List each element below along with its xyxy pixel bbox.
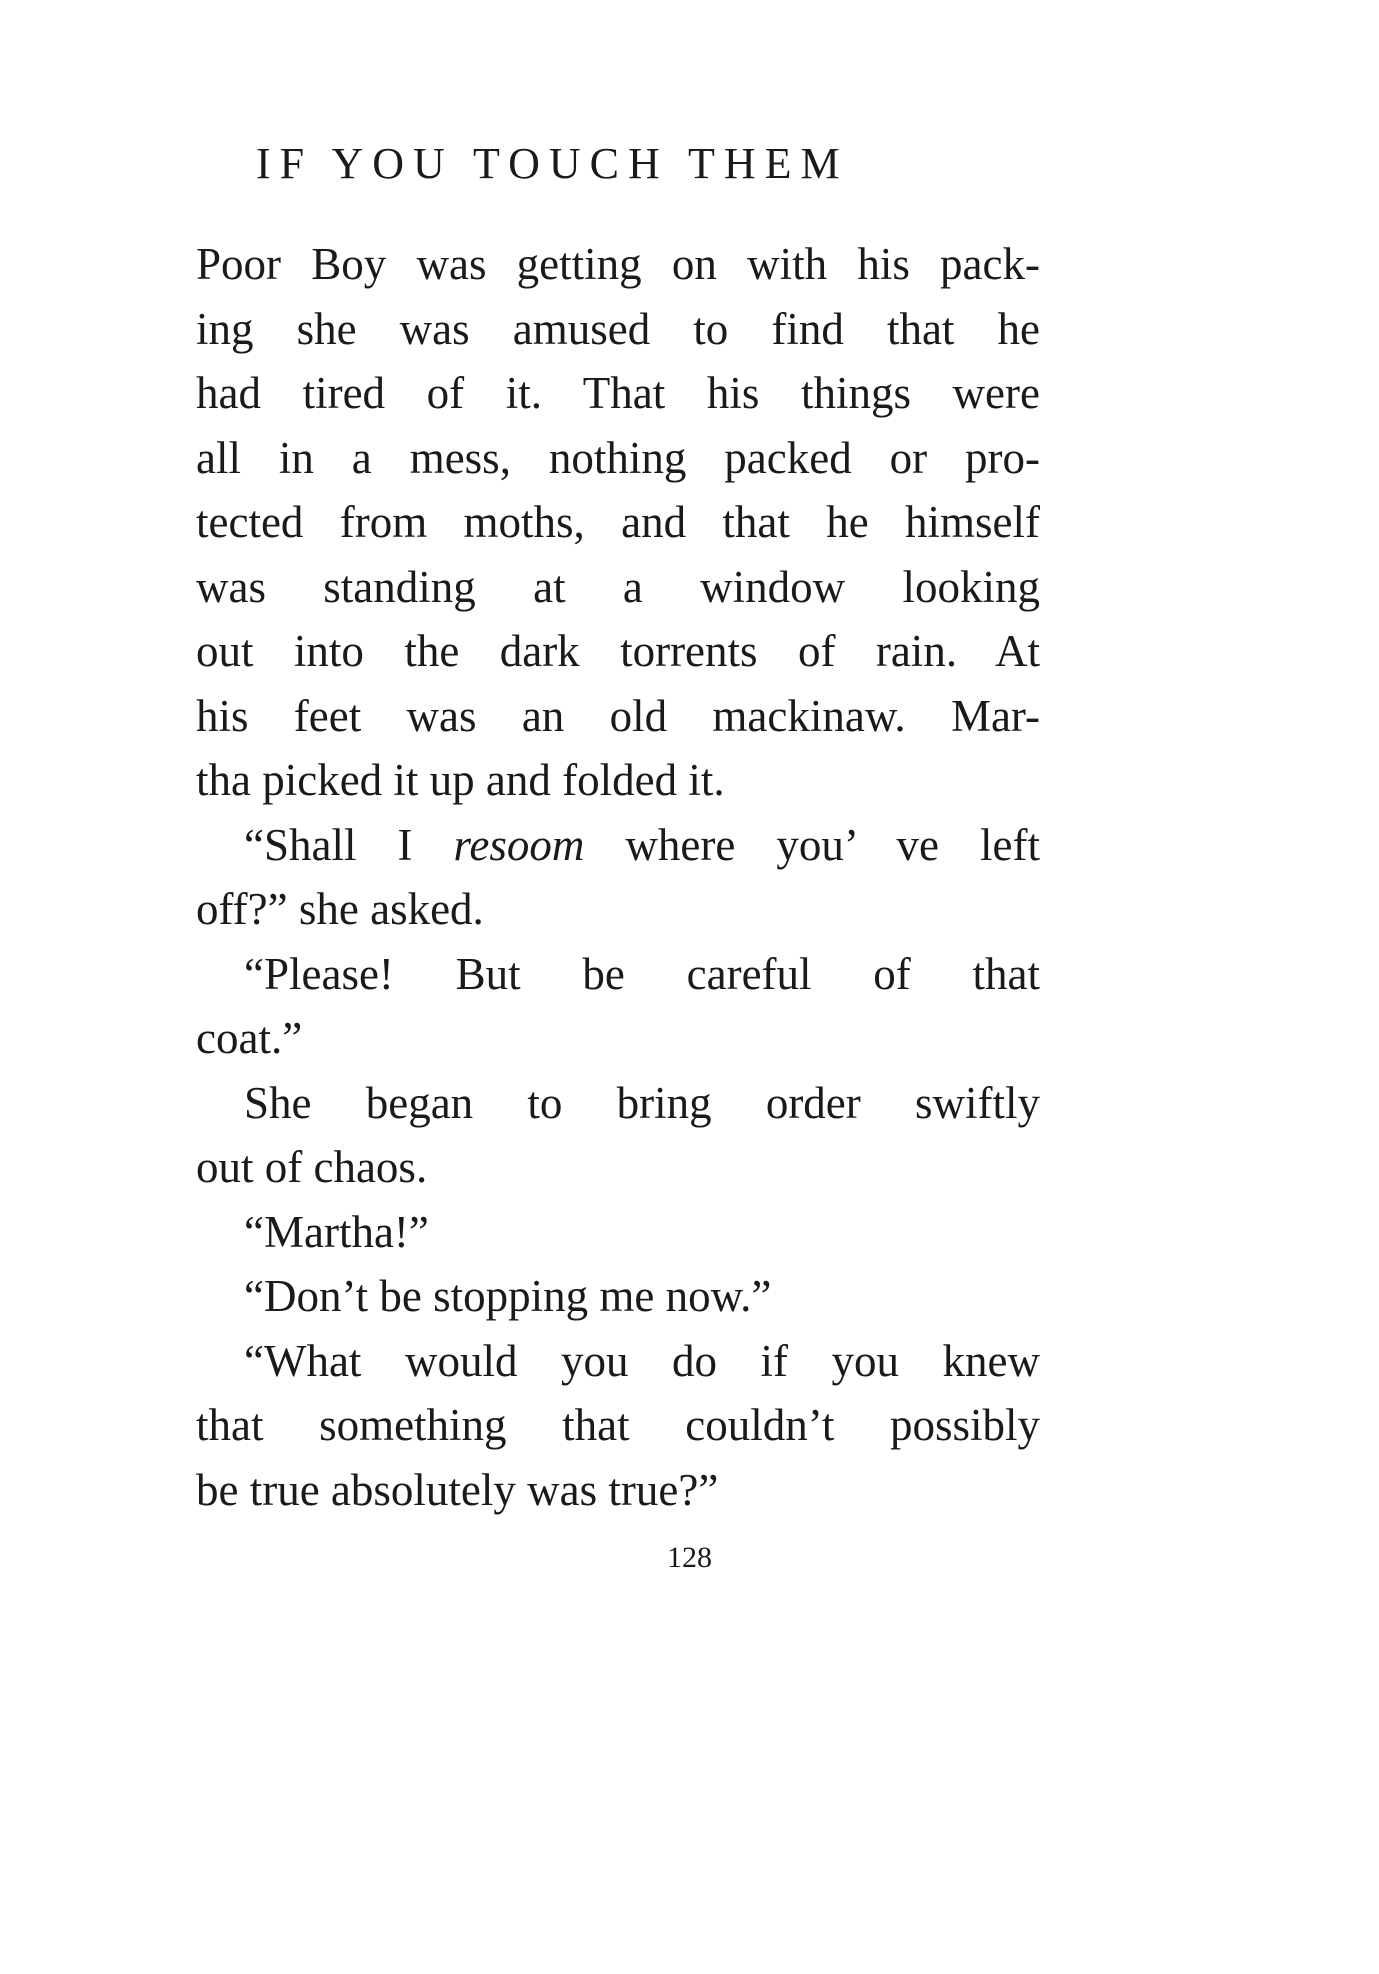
text-line: his feet was an old mackinaw. Mar- [196, 690, 1040, 741]
text-line: coat.” [196, 1013, 303, 1063]
text-line: be true absolutely was true?” [196, 1464, 719, 1515]
running-head: IF YOU TOUCH THEM [256, 139, 849, 188]
text-line: was standing at a window looking [196, 561, 1040, 612]
text-fragment: “Shall I [244, 819, 454, 870]
text-line: out into the dark torrents of rain. At [196, 626, 1040, 676]
text-line: off?” she asked. [196, 884, 484, 934]
text-line: Poor Boy was getting on with his pack- [196, 239, 1040, 289]
text-line: “Please! But be careful of that [244, 948, 1040, 999]
text-line: She began to bring order swiftly [244, 1077, 1040, 1128]
text-line: that something that couldn’t possibly [196, 1400, 1040, 1450]
text-line [196, 813, 1040, 878]
text-line: tected from moths, and that he himself [196, 497, 1040, 547]
text-line: ing she was amused to find that he [196, 303, 1040, 354]
text-line: had tired of it. That his things were [196, 368, 1040, 418]
body-text [196, 232, 1040, 1522]
text-line: tha picked it up and folded it. [196, 755, 725, 805]
text-line: “What would you do if you knew [244, 1335, 1040, 1386]
text-line: all in a mess, nothing packed or pro- [196, 432, 1040, 483]
text-line: out of chaos. [196, 1142, 428, 1192]
italic-word: resoom [453, 819, 585, 870]
text-fragment: where you’ ve left [584, 819, 1040, 870]
page-number: 128 [667, 1541, 712, 1574]
text-line: “Don’t be stopping me now.” [244, 1271, 772, 1321]
text-line: “Martha!” [244, 1206, 429, 1257]
